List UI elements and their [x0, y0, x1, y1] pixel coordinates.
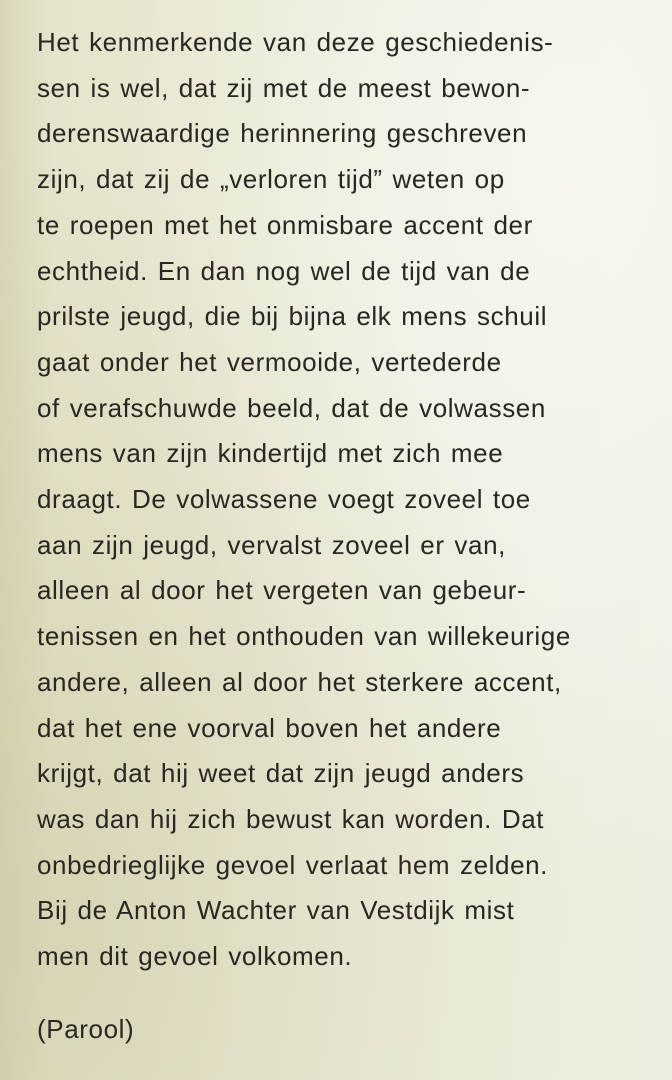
review-line: tenissen en het onthouden van willekeurige — [37, 621, 571, 652]
review-line: sen is wel, dat zij met de meest bewon- — [37, 72, 531, 103]
review-quote — [37, 20, 657, 980]
review-line: Bij de Anton Wachter van Vestdijk mist — [37, 895, 515, 926]
review-line: dat het ene voorval boven het andere — [37, 712, 502, 743]
review-line: prilste jeugd, die bij bijna elk mens schuil — [37, 301, 548, 332]
review-line: men dit gevoel volkomen. — [37, 941, 353, 972]
review-line: Het kenmerkende van deze geschiedenis- — [37, 27, 554, 57]
review-line: zijn, dat zij de „verloren tijd” weten op — [37, 164, 505, 195]
review-line: aan zijn jeugd, vervalst zoveel er van, — [37, 529, 506, 560]
review-line: alleen al door het vergeten van gebeur- — [37, 575, 527, 606]
review-line: gaat onder het vermooide, vertederde — [37, 346, 502, 377]
review-line: te roepen met het onmisbare accent der — [37, 209, 533, 240]
review-line: draagt. De volwassene voegt zoveel toe — [37, 484, 531, 515]
review-line: andere, alleen al door het sterkere accent, — [37, 666, 562, 697]
review-line: mens van zijn kindertijd met zich mee — [37, 438, 504, 469]
review-line: was dan hij zich bewust kan worden. Dat — [37, 803, 545, 834]
review-line: derenswaardige herinnering geschreven — [37, 118, 528, 149]
review-line: echtheid. En dan nog wel de tijd van de — [37, 255, 531, 286]
review-source: (Parool) — [37, 1014, 135, 1044]
review-line: krijgt, dat hij weet dat zijn jeugd anders — [37, 758, 525, 789]
review-line: onbedrieglijke gevoel verlaat hem zelden. — [37, 849, 549, 880]
review-line: of verafschuwde beeld, dat de volwassen — [37, 392, 546, 423]
